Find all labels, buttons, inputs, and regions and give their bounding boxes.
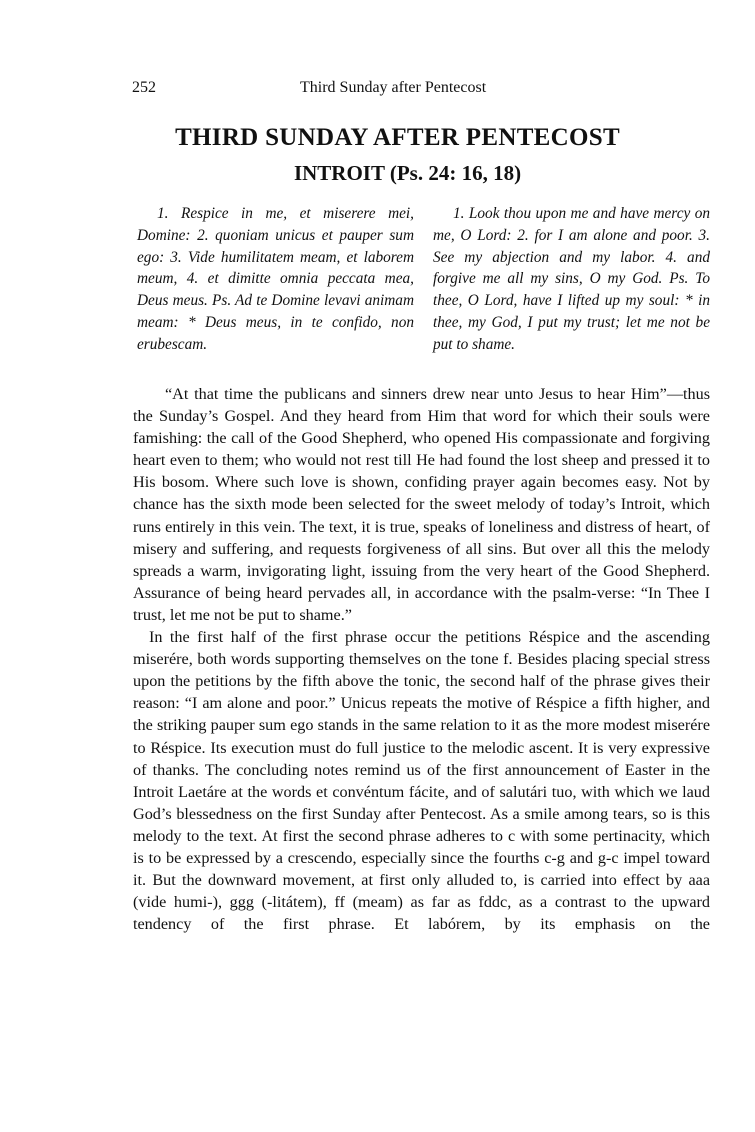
page-number: 252: [132, 79, 156, 96]
chapter-title: THIRD SUNDAY AFTER PENTECOST: [175, 124, 620, 151]
commentary-paragraph-2: In the first half of the first phrase occur the petitions Réspice and the ascending miserére, both words supporting themselves on the tone f. Besides placing special stress upon the petitions by the fifth above the tonic, the second half of the phrase gives their reason: “I am alone and poor.” Unicus repeats the motive of Réspice a fifth higher, and the striking pauper sum ego stands in the same relation to it as the more modest miserére to Réspice. Its execution must do full justice to the melodic ascent. It is very expressive of thanks. The concluding notes remind us of the first announcement of Easter in the Introit Laetáre at the words et convéntum fácite, and of salutári tuo, with which we laud God’s blessedness on the first Sunday after Pentecost. As a smile among tears, so is this melody to the text. At first the second phrase adheres to c with some pertinacity, which is to be expressed by a crescendo, especially since the fourths c-g and g-c impel toward it. But the downward movement, at first only alluded to, is carried into effect by aaa (vide humi-), ggg (-litátem), ff (meam) as far as fddc, as a contrast to the upward tendency of the first phrase. Et labórem, by its emphasis on the: [133, 628, 710, 934]
introit-latin-text: 1. Respice in me, et miserere mei, Domine: 2. quoniam unicus et pauper sum ego: 3. Vide humilitatem meam, et laborem meum, 4. et dimitte omnia peccata mea, Deus meus. Ps. Ad te Domine levavi animam meam: * Deus meus, in te confido, non erubescam.: [137, 205, 414, 353]
running-head: [0, 79, 755, 101]
section-subtitle: INTROIT (Ps. 24: 16, 18): [293, 161, 522, 185]
commentary-paragraph-1: “At that time the publicans and sinners drew near unto Jesus to hear Him”—thus the Sunday’s Gospel. And they heard from Him that word for which their souls were famishing: the call of the Good Shepherd, who opened His compassionate and forgiving heart even to them; who would not rest till He had found the lost sheep and pressed it to His bosom. Where such love is shown, confiding prayer again becomes easy. Not by chance has the sixth mode been selected for the sweet melody of today’s Introit, which runs entirely in this vein. The text, it is true, speaks of loneliness and distress of heart, of misery and suffering, and requests forgiveness of all sins. But over all this the melody spreads a warm, invigorating light, issuing from the very heart of the Good Shepherd. Assurance of being heard pervades all, in accordance with the psalm-verse: “In Thee I trust, let me not be put to shame.”: [133, 385, 710, 624]
running-title: Third Sunday after Pentecost: [300, 79, 487, 96]
introit-english-text: 1. Look thou upon me and have mercy on me, O Lord: 2. for I am alone and poor. 3. See my abjection and my labor. 4. and forgive me all my sins, O my God. Ps. To thee, O Lord, have I lifted up my soul: * in thee, my God, I put my trust; let me not be put to shame.: [433, 205, 710, 353]
commentary-body: [133, 383, 710, 935]
